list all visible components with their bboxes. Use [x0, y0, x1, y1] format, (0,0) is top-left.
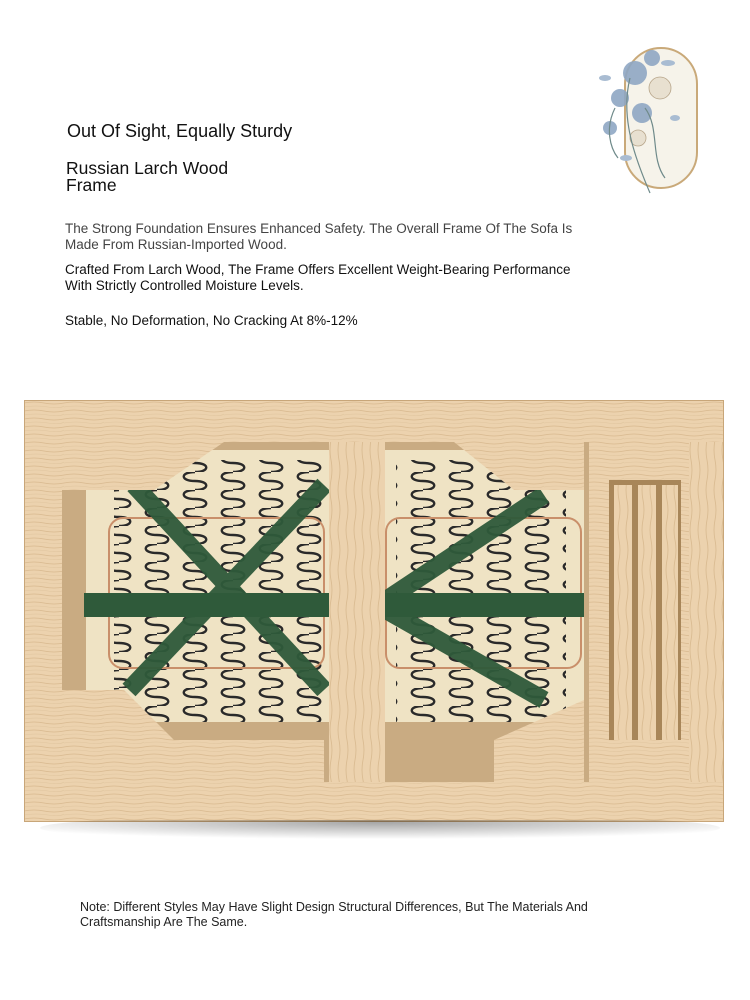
paragraph-line: Made From Russian-Imported Wood. [65, 237, 287, 252]
stability-paragraph: Stable, No Deformation, No Cracking At 8%-12% [65, 313, 358, 328]
paragraph-line: Crafted From Larch Wood, The Frame Offers Excellent Weight-Bearing Performance [65, 262, 571, 277]
frame-shadow [40, 820, 720, 850]
section-heading: Out Of Sight, Equally Sturdy [67, 121, 293, 141]
subheading-line: Russian Larch Wood [66, 158, 229, 178]
paragraph-line: The Strong Foundation Ensures Enhanced Safety. The Overall Frame Of The Sofa Is [65, 221, 573, 236]
note-line: Note: Different Styles May Have Slight Design Structural Differences, But The Materials And [80, 900, 588, 914]
note-line: Craftsmanship Are The Same. [80, 915, 248, 929]
description-paragraph [65, 221, 645, 253]
disclaimer-note [80, 900, 680, 930]
wood-frame-image [24, 400, 724, 822]
floral-ornament-image [590, 18, 710, 203]
paragraph-line: With Strictly Controlled Moisture Levels. [65, 278, 304, 293]
subheading-line: Frame [66, 175, 117, 195]
material-paragraph [65, 262, 665, 294]
section-subheading [66, 160, 336, 194]
